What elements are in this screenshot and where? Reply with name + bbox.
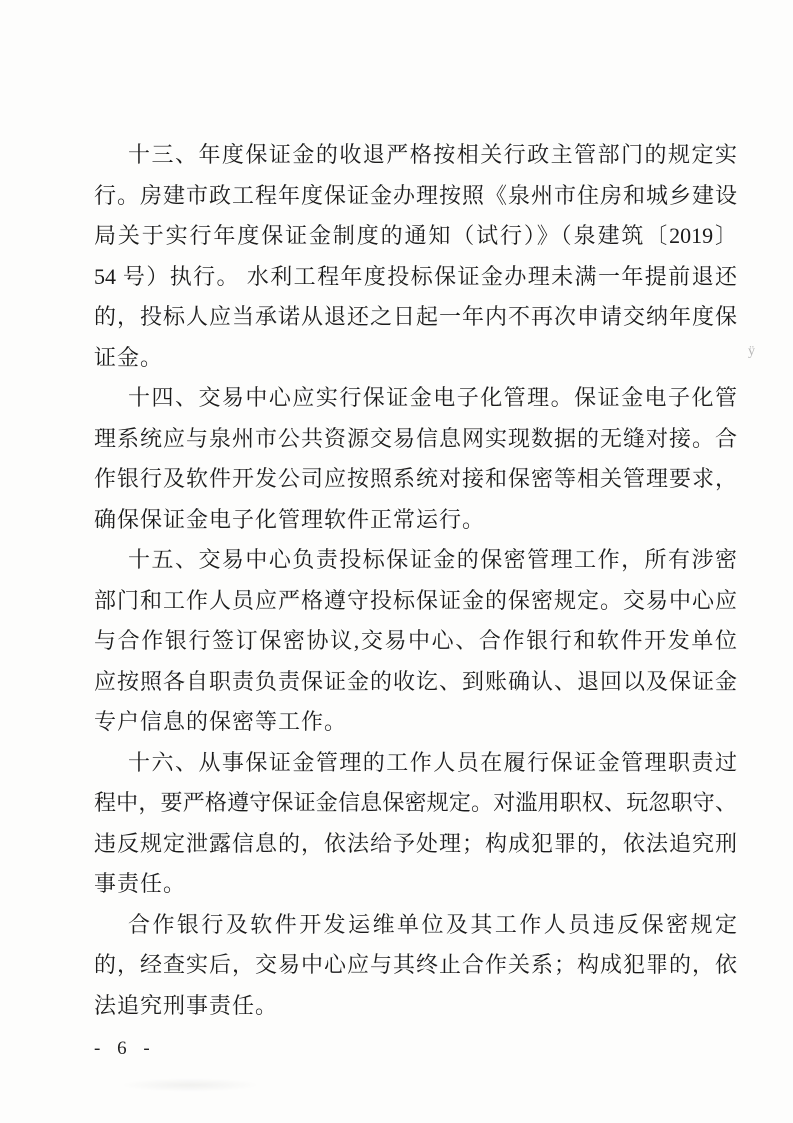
text-line: 确保保证金电子化管理软件正常运行。 [94,506,486,532]
text-line: 的，投标人应当承诺从退还之日起一年内不再次申请交纳年度保 [94,304,737,329]
scan-smudge [120,1078,260,1092]
text-line: 十五、交易中心负责投标保证金的保密管理工作，所有涉密 [128,547,737,572]
text-line: 与合作银行签订保密协议,交易中心、合作银行和软件开发单位 [94,628,737,653]
text-line: 程中，要严格遵守保证金信息保密规定。对滥用职权、玩忽职守、 [94,790,737,815]
text-line: 事责任。 [94,871,187,896]
text-line: 十六、从事保证金管理的工作人员在履行保证金管理职责过 [128,749,737,775]
text-line: 违反规定泄露信息的，依法给予处理；构成犯罪的，依法追究刑 [94,830,737,856]
scan-artifact: ÿ [748,344,755,359]
page-number: - 6 - [94,1038,156,1059]
text-line: 应按照各自职责负责保证金的收讫、到账确认、退回以及保证金 [94,668,737,694]
paragraph-item-16 [94,743,737,905]
paragraph-item-13 [94,135,737,378]
text-line: 54 号）执行。 水利工程年度投标保证金办理未满一年提前退还 [94,263,737,289]
document-body [94,135,737,1026]
text-line: 行。房建市政工程年度保证金办理按照《泉州市住房和城乡建设 [94,182,737,208]
text-line: 证金。 [94,344,164,370]
text-line: 的，经查实后，交易中心应与其终止合作关系；构成犯罪的，依 [94,952,737,977]
text-line: 专户信息的保密等工作。 [94,709,348,734]
text-line: 合作银行及软件开发运维单位及其工作人员违反保密规定 [128,911,737,937]
text-line: 部门和工作人员应严格遵守投标保证金的保密规定。交易中心应 [94,587,737,613]
paragraph-item-14 [94,378,737,540]
text-line: 十四、交易中心应实行保证金电子化管理。保证金电子化管 [128,385,737,410]
paragraph-item-15 [94,540,737,743]
text-line: 十三、年度保证金的收退严格按相关行政主管部门的规定实 [128,142,737,167]
text-line: 法追究刑事责任。 [94,992,279,1018]
paragraph-closing [94,905,737,1027]
text-line: 理系统应与泉州市公共资源交易信息网实现数据的无缝对接。合 [94,425,737,451]
text-line: 作银行及软件开发公司应按照系统对接和保密等相关管理要求， [94,466,737,491]
text-line: 局关于实行年度保证金制度的通知（试行）》（泉建筑〔2019〕 [94,223,737,248]
